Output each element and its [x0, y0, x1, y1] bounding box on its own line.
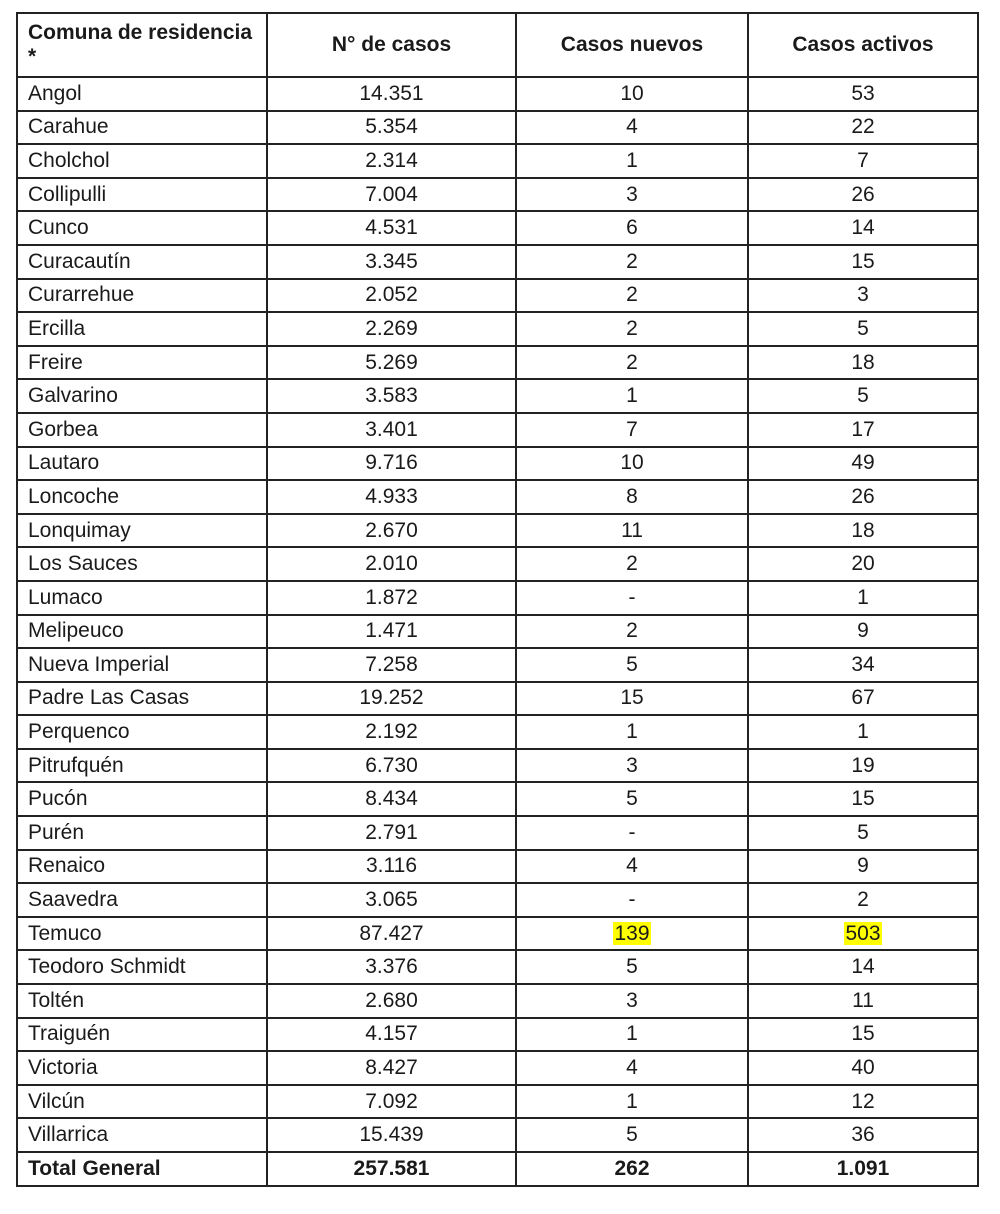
- cell-casos: 19.252: [267, 682, 516, 716]
- cell-casos: 4.933: [267, 480, 516, 514]
- cell-casos: 9.716: [267, 447, 516, 481]
- total-nuevos: 262: [516, 1152, 748, 1186]
- cell-nuevos: 6: [516, 211, 748, 245]
- cell-casos: 3.583: [267, 379, 516, 413]
- table-row: [17, 782, 978, 816]
- cell-nuevos: 3: [516, 178, 748, 212]
- cell-comuna: Los Sauces: [17, 547, 267, 581]
- cell-nuevos: 11: [516, 514, 748, 548]
- cell-comuna: Lautaro: [17, 447, 267, 481]
- table-row: [17, 178, 978, 212]
- cell-activos: 17: [748, 413, 978, 447]
- cell-comuna: Curarrehue: [17, 279, 267, 313]
- cell-comuna: Carahue: [17, 111, 267, 145]
- cell-casos: 3.376: [267, 950, 516, 984]
- cell-casos: 4.531: [267, 211, 516, 245]
- header-comuna: Comuna de residencia *: [17, 13, 267, 77]
- cell-activos: 9: [748, 615, 978, 649]
- cell-nuevos: 5: [516, 1118, 748, 1152]
- cell-comuna: Nueva Imperial: [17, 648, 267, 682]
- cell-casos: 8.434: [267, 782, 516, 816]
- cell-activos: 20: [748, 547, 978, 581]
- cell-activos: 12: [748, 1085, 978, 1119]
- cell-activos: [748, 917, 978, 951]
- cell-comuna: Freire: [17, 346, 267, 380]
- cell-nuevos: -: [516, 581, 748, 615]
- table-row: [17, 1018, 978, 1052]
- cell-activos: 26: [748, 480, 978, 514]
- cell-nuevos: 1: [516, 144, 748, 178]
- cell-nuevos: 1: [516, 715, 748, 749]
- cell-activos: 53: [748, 77, 978, 111]
- cell-comuna: Cunco: [17, 211, 267, 245]
- cell-casos: 2.791: [267, 816, 516, 850]
- cell-activos: 14: [748, 211, 978, 245]
- cell-nuevos: 2: [516, 346, 748, 380]
- cell-nuevos: 8: [516, 480, 748, 514]
- cell-casos: 3.116: [267, 850, 516, 884]
- cell-comuna: Victoria: [17, 1051, 267, 1085]
- table-row: [17, 447, 978, 481]
- cell-casos: 3.065: [267, 883, 516, 917]
- cell-comuna: Lonquimay: [17, 514, 267, 548]
- table-row: [17, 245, 978, 279]
- cell-casos: 2.192: [267, 715, 516, 749]
- cell-activos: 15: [748, 782, 978, 816]
- table-row: [17, 379, 978, 413]
- table-row: [17, 917, 978, 951]
- table-row: [17, 715, 978, 749]
- cell-casos: 2.314: [267, 144, 516, 178]
- cell-nuevos: 2: [516, 547, 748, 581]
- cell-nuevos: 2: [516, 245, 748, 279]
- cell-nuevos: 5: [516, 648, 748, 682]
- table-row: [17, 816, 978, 850]
- cell-nuevos: 3: [516, 984, 748, 1018]
- total-row: [17, 1152, 978, 1186]
- cell-casos: 3.345: [267, 245, 516, 279]
- table-row: [17, 749, 978, 783]
- header-activos: Casos activos: [748, 13, 978, 77]
- total-activos: 1.091: [748, 1152, 978, 1186]
- cell-casos: 2.269: [267, 312, 516, 346]
- cell-comuna: Purén: [17, 816, 267, 850]
- header-row: [17, 13, 978, 77]
- cell-comuna: Renaico: [17, 850, 267, 884]
- table-row: [17, 279, 978, 313]
- header-nuevos: Casos nuevos: [516, 13, 748, 77]
- cell-comuna: Cholchol: [17, 144, 267, 178]
- cell-nuevos: 1: [516, 379, 748, 413]
- cell-activos: 15: [748, 245, 978, 279]
- cell-activos: 5: [748, 379, 978, 413]
- cell-comuna: Toltén: [17, 984, 267, 1018]
- table-row: [17, 1085, 978, 1119]
- cell-comuna: Galvarino: [17, 379, 267, 413]
- cell-activos: 36: [748, 1118, 978, 1152]
- cell-nuevos: 2: [516, 615, 748, 649]
- cell-comuna: Teodoro Schmidt: [17, 950, 267, 984]
- cell-activos: 26: [748, 178, 978, 212]
- cell-casos: 1.471: [267, 615, 516, 649]
- cell-activos: 2: [748, 883, 978, 917]
- cell-comuna: Vilcún: [17, 1085, 267, 1119]
- cell-comuna: Villarrica: [17, 1118, 267, 1152]
- cell-nuevos: 15: [516, 682, 748, 716]
- table-row: [17, 682, 978, 716]
- table-row: [17, 312, 978, 346]
- cell-casos: 5.354: [267, 111, 516, 145]
- cell-activos: 3: [748, 279, 978, 313]
- cell-comuna: Padre Las Casas: [17, 682, 267, 716]
- cell-activos: 49: [748, 447, 978, 481]
- table-row: [17, 950, 978, 984]
- cell-nuevos: 5: [516, 950, 748, 984]
- cell-nuevos: 7: [516, 413, 748, 447]
- cell-casos: 87.427: [267, 917, 516, 951]
- cell-activos: 7: [748, 144, 978, 178]
- cell-comuna: Collipulli: [17, 178, 267, 212]
- cell-comuna: Loncoche: [17, 480, 267, 514]
- cell-nuevos: 2: [516, 312, 748, 346]
- table-row: [17, 984, 978, 1018]
- table-row: [17, 346, 978, 380]
- cell-activos: 19: [748, 749, 978, 783]
- cell-activos: 67: [748, 682, 978, 716]
- table-row: [17, 413, 978, 447]
- header-casos: N° de casos: [267, 13, 516, 77]
- cell-casos: 1.872: [267, 581, 516, 615]
- cell-nuevos: 4: [516, 1051, 748, 1085]
- cell-casos: 15.439: [267, 1118, 516, 1152]
- cell-casos: 4.157: [267, 1018, 516, 1052]
- cell-nuevos: 1: [516, 1085, 748, 1119]
- cell-activos: 18: [748, 346, 978, 380]
- cell-nuevos: 4: [516, 111, 748, 145]
- cell-comuna: Pucón: [17, 782, 267, 816]
- cell-comuna: Melipeuco: [17, 615, 267, 649]
- cell-comuna: Pitrufquén: [17, 749, 267, 783]
- table-row: [17, 77, 978, 111]
- cell-nuevos: [516, 917, 748, 951]
- table-row: [17, 144, 978, 178]
- cell-casos: 5.269: [267, 346, 516, 380]
- cell-activos: 9: [748, 850, 978, 884]
- cell-comuna: Saavedra: [17, 883, 267, 917]
- cell-comuna: Perquenco: [17, 715, 267, 749]
- table-row: [17, 1051, 978, 1085]
- cell-activos: 1: [748, 581, 978, 615]
- cell-activos: 22: [748, 111, 978, 145]
- cell-casos: 8.427: [267, 1051, 516, 1085]
- cell-activos: 34: [748, 648, 978, 682]
- table-row: [17, 211, 978, 245]
- cell-activos: 11: [748, 984, 978, 1018]
- cell-casos: 2.010: [267, 547, 516, 581]
- cell-nuevos: -: [516, 883, 748, 917]
- cell-activos: 1: [748, 715, 978, 749]
- cell-comuna: Temuco: [17, 917, 267, 951]
- cell-nuevos: 1: [516, 1018, 748, 1052]
- table-row: [17, 480, 978, 514]
- cell-comuna: Ercilla: [17, 312, 267, 346]
- total-casos: 257.581: [267, 1152, 516, 1186]
- table-row: [17, 547, 978, 581]
- table-row: [17, 514, 978, 548]
- cell-nuevos: -: [516, 816, 748, 850]
- table-row: [17, 581, 978, 615]
- total-label: Total General: [17, 1152, 267, 1186]
- highlighted-value: 503: [845, 921, 881, 945]
- cell-casos: 14.351: [267, 77, 516, 111]
- cell-nuevos: 10: [516, 77, 748, 111]
- table-row: [17, 648, 978, 682]
- cell-activos: 5: [748, 816, 978, 850]
- cell-comuna: Gorbea: [17, 413, 267, 447]
- cell-comuna: Lumaco: [17, 581, 267, 615]
- table-row: [17, 615, 978, 649]
- cell-casos: 7.004: [267, 178, 516, 212]
- cell-activos: 5: [748, 312, 978, 346]
- cell-casos: 7.092: [267, 1085, 516, 1119]
- cell-casos: 3.401: [267, 413, 516, 447]
- cell-activos: 40: [748, 1051, 978, 1085]
- highlighted-value: 139: [614, 921, 650, 945]
- cell-comuna: Traiguén: [17, 1018, 267, 1052]
- cell-comuna: Curacautín: [17, 245, 267, 279]
- cell-nuevos: 3: [516, 749, 748, 783]
- cell-casos: 2.670: [267, 514, 516, 548]
- table-row: [17, 1118, 978, 1152]
- cell-comuna: Angol: [17, 77, 267, 111]
- cell-nuevos: 4: [516, 850, 748, 884]
- table-row: [17, 883, 978, 917]
- cell-casos: 2.680: [267, 984, 516, 1018]
- table-row: [17, 111, 978, 145]
- table-row: [17, 850, 978, 884]
- cell-casos: 6.730: [267, 749, 516, 783]
- cell-casos: 7.258: [267, 648, 516, 682]
- cell-activos: 18: [748, 514, 978, 548]
- cell-activos: 15: [748, 1018, 978, 1052]
- cell-casos: 2.052: [267, 279, 516, 313]
- cell-activos: 14: [748, 950, 978, 984]
- cell-nuevos: 2: [516, 279, 748, 313]
- cell-nuevos: 10: [516, 447, 748, 481]
- cell-nuevos: 5: [516, 782, 748, 816]
- cases-by-commune-table: [16, 12, 979, 1187]
